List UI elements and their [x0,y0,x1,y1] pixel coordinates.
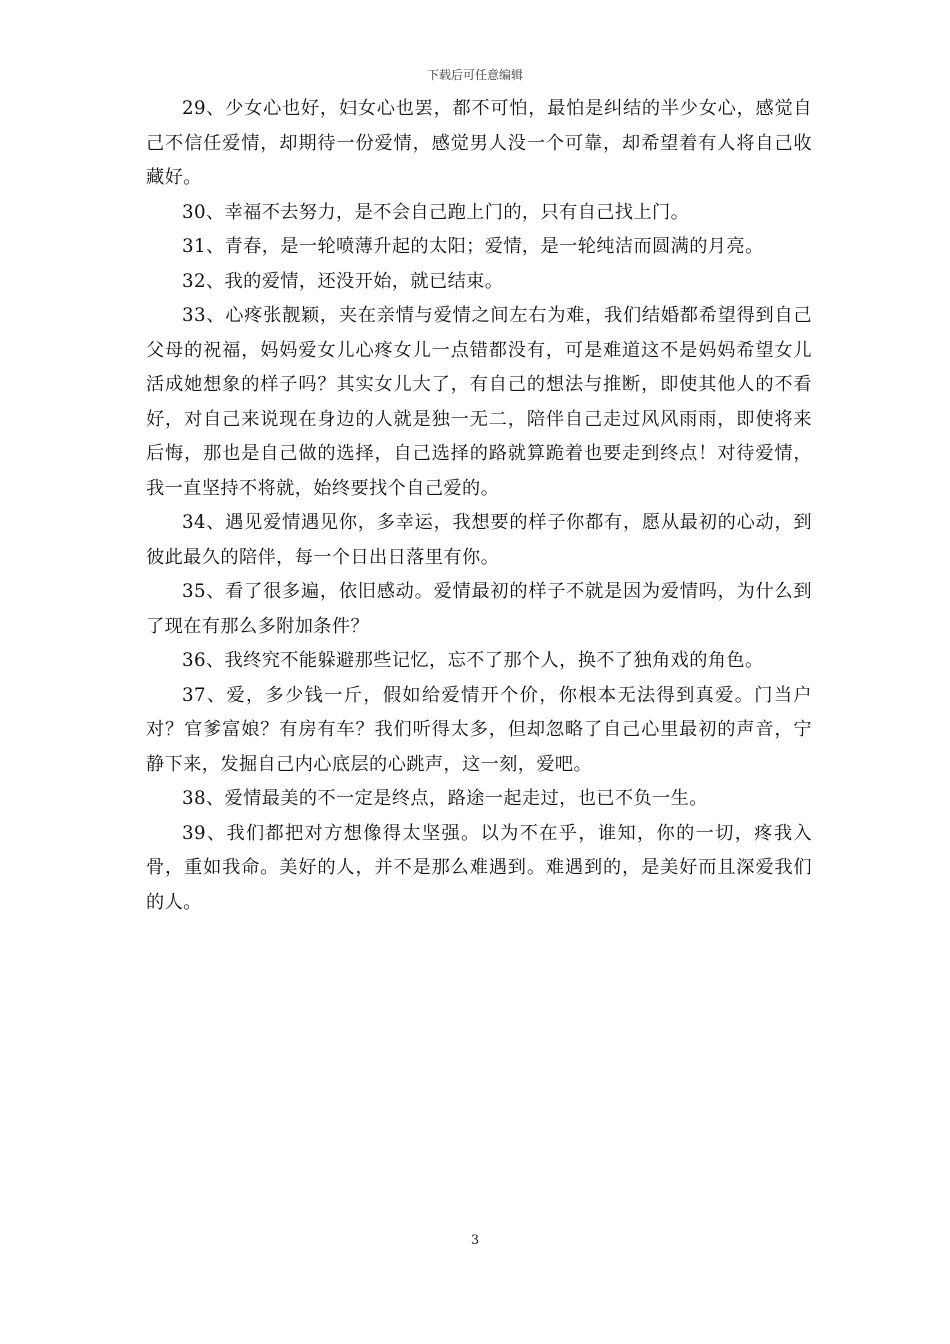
paragraph-37: 37、爱，多少钱一斤，假如给爱情开个价，你根本无法得到真爱。门当户对？官爹富娘？有房有车？我们听得太多，但却忽略了自己心里最初的声音，宁静下来，发掘自己内心底层的心跳声，这一刻，爱吧。 [146,684,812,775]
page-header: 下载后可任意编辑 [426,68,523,82]
paragraph-35: 35、看了很多遍，依旧感动。爱情最初的样子不就是因为爱情吗，为什么到了现在有那么多附加条件？ [146,581,812,637]
paragraph-34: 34、遇见爱情遇见你，多幸运，我想要的样子你都有，愿从最初的心动，到彼此最久的陪伴，每一个日出日落里有你。 [146,512,812,568]
paragraph-32: 32、我的爱情，还没开始，就已结束。 [182,270,504,292]
paragraph-36: 36、我终究不能躲避那些记忆，忘不了那个人，换不了独角戏的角色。 [182,650,764,671]
document-body [146,92,812,920]
paragraph-29: 29、少女心也好，妇女心也罢，都不可怕，最怕是纠结的半少女心，感觉自己不信任爱情，却期待一份爱情，感觉男人没一个可靠，却希望着有人将自己收藏好。 [146,98,812,188]
paragraph-30: 30、幸福不去努力，是不会自己跑上门的，只有自己找上门。 [182,201,690,223]
paragraph-39: 39、我们都把对方想像得太坚强。以为不在乎，谁知，你的一切，疼我入骨，重如我命。美好的人，并不是那么难遇到。难遇到的，是美好而且深爱我们的人。 [146,822,812,913]
paragraph-31: 31、青春，是一轮喷薄升起的太阳；爱情，是一轮纯洁而圆满的月亮。 [182,236,764,257]
page-number: 3 [470,1233,480,1248]
paragraph-33: 33、心疼张靓颖，夹在亲情与爱情之间左右为难，我们结婚都希望得到自己父母的祝福，妈妈爱女儿心疼女儿一点错都没有，可是难道这不是妈妈希望女儿活成她想象的样子吗？其实女儿大了，有自己的想法与推断，即使其他人的不看好，对自己来说现在身边的人就是独一无二，陪伴自己走过风风雨雨，即使将来后悔，那也是自己做的选择，自己选择的路就算跪着也要走到终点！对待爱情，我一直坚持不将就，始终要找个自己爱的。 [146,305,812,499]
paragraph-38: 38、爱情最美的不一定是终点，路途一起走过，也已不负一生。 [182,788,708,809]
